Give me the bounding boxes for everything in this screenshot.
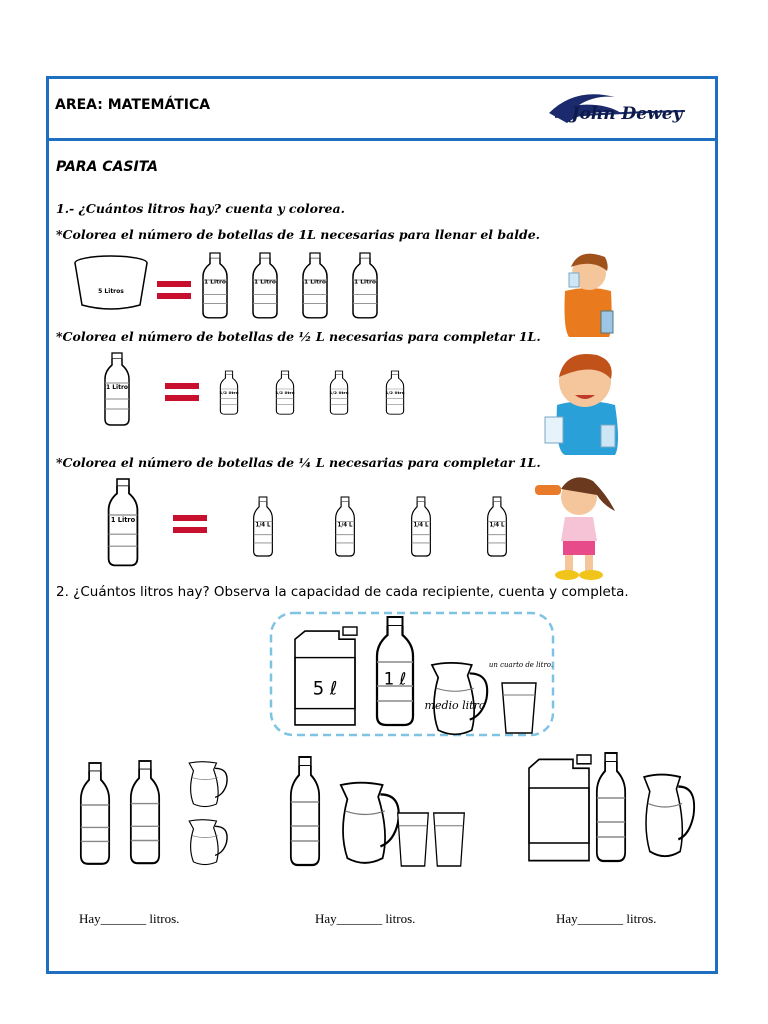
bucket [75,256,147,309]
half-bottle-label: 1/2 litro [385,390,405,395]
row3-illustration [49,475,669,585]
worksheet-frame [46,76,718,974]
bottle-label: 1 Litro [253,279,277,286]
q1-row3-instruction: *Colorea el número de botellas de ¼ L necesarias para completar 1L. [56,455,541,470]
girl-drinking [535,477,615,580]
quarter-bottle-label: 1/4 L [255,522,271,529]
q2-title: 2. ¿Cuántos litros hay? Observa la capacidad de cada recipiente, cuenta y completa. [56,584,629,600]
section-title: PARA CASITA [56,159,158,175]
half-bottle-label: 1/2 litro [219,390,239,395]
answer-2[interactable]: Hay_______ litros. [315,911,416,926]
quarter-bottle-label: 1/4 L [489,522,505,529]
row2-illustration [49,349,669,459]
bottle-1l-label: 1 Litro [110,516,136,525]
half-bottle-label: 1/2 litro [275,390,295,395]
q1-row1-instruction: *Colorea el número de botellas de 1L necesarias para llenar el balde. [56,227,541,242]
q1-row2-instruction: *Colorea el número de botellas de ½ L necesarias para completar 1L. [56,329,541,344]
answer-1[interactable]: Hay_______ litros. [79,911,180,926]
glass-legend-label: un cuarto de litro. [488,661,554,669]
jug-5l-label: 5 ℓ [312,678,338,700]
equals-sign [157,281,191,299]
half-bottle-label: 1/2 litro [329,390,349,395]
equals-sign [165,383,199,401]
bottle-1l-label: 1 Litro [105,384,129,391]
capacity-legend [269,609,559,739]
quarter-bottle-label: 1/4 L [413,522,429,529]
logo-text: John Dewey [571,104,683,124]
school-logo [545,83,695,131]
answer-3[interactable]: Hay_______ litros. [556,911,657,926]
bottle-1l-legend-label: 1 ℓ [383,669,407,689]
bottle-label: 1 Litro [203,279,227,286]
group-2 [279,753,479,877]
quarter-bottle-label: 1/4 L [337,522,353,529]
group-1 [69,759,259,879]
worksheet-header [49,79,715,141]
bucket-label: 5 Litros [98,288,124,295]
area-title: AREA: MATEMÁTICA [55,97,211,113]
pitcher-legend-label: medio litro [424,699,486,712]
group-3 [519,751,719,871]
row1-illustration [49,247,669,337]
q1-title: 1.- ¿Cuántos litros hay? cuenta y colorea. [56,201,345,216]
child-drinking-1 [565,254,614,337]
bottle-label: 1 Litro [353,279,377,286]
bottle-label: 1 Litro [303,279,327,286]
equals-sign [173,515,207,533]
child-drinking-2 [545,354,618,455]
